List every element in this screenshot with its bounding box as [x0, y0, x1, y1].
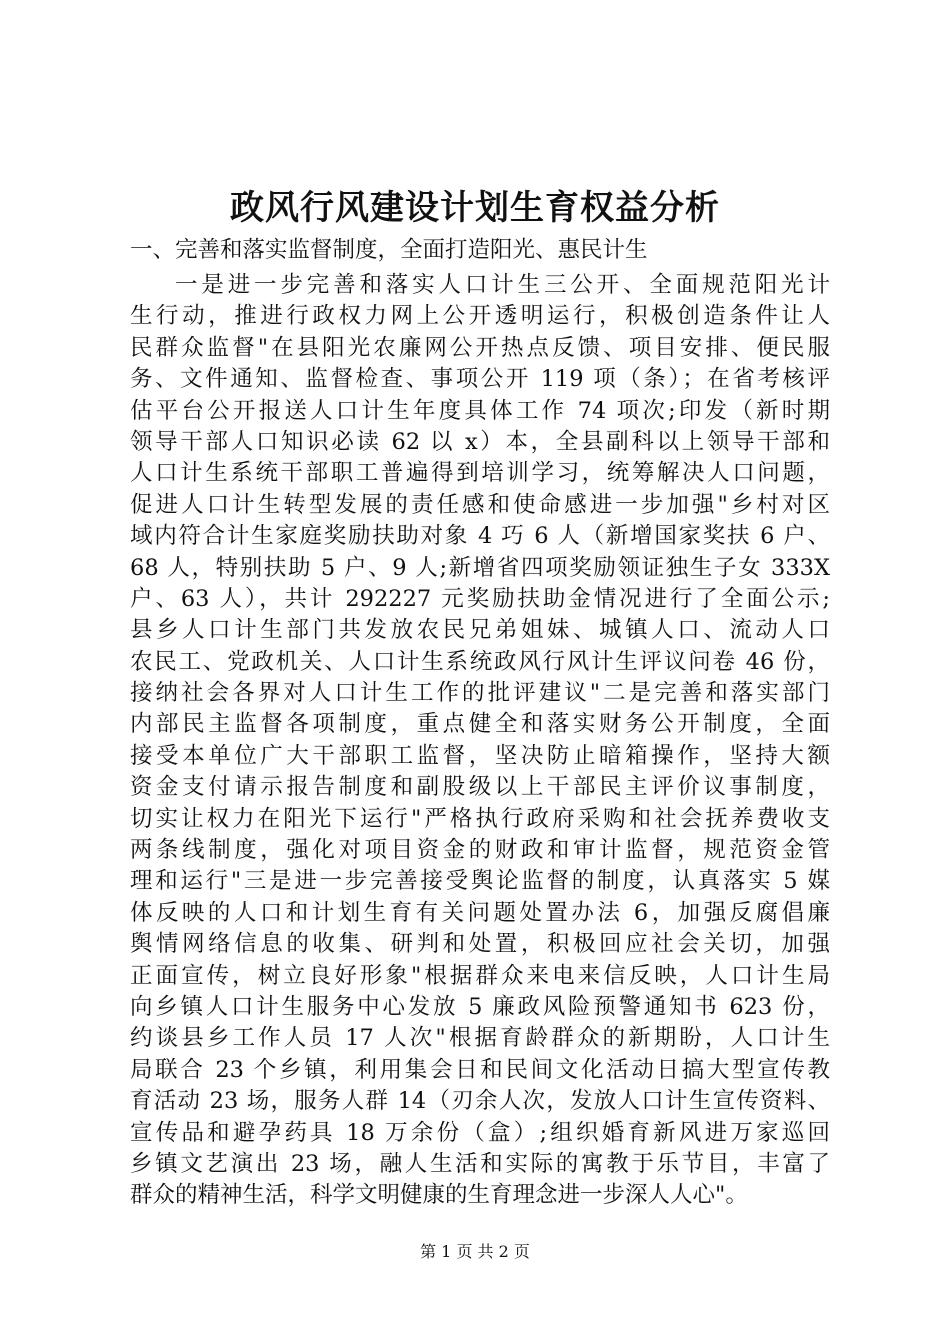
body-line: 局联合 23 个乡镇，利用集会日和民间文化活动日搞大型宣传教	[130, 1056, 830, 1083]
body-line: 民群众监督"在县阳光农廉网公开热点反馈、项目安排、便民服	[130, 334, 830, 361]
body-line: 估平台公开报送人口计生年度具体工作 74 项次;印发（新时期	[130, 397, 830, 424]
document-title: 政风行风建设计划生育权益分析	[230, 188, 720, 228]
body-line: 约谈县乡工作人员 17 人次"根据育龄群众的新期盼，人口计生	[130, 1025, 830, 1052]
body-line: 人口计生系统干部职工普遍得到培训学习，统筹解决人口问题，	[130, 460, 830, 487]
body-line: 群众的精神生活，科学文明健康的生育理念进一步深人人心"。	[130, 1182, 748, 1209]
body-line: 资金支付请示报告制度和副股级以上干部民主评价议事制度，	[130, 774, 830, 801]
body-line: 宣传品和避孕药具 18 万余份（盒）;组织婚育新风进万家巡回	[130, 1119, 830, 1146]
page-footer: 第 1 页 共 2 页	[420, 1242, 530, 1261]
body-line: 舆情网络信息的收集、研判和处置，积极回应社会关切，加强	[130, 931, 830, 958]
body-line: 内部民主监督各项制度，重点健全和落实财务公开制度，全面	[130, 711, 830, 738]
body-line: 一是进一步完善和落实人口计生三公开、全面规范阳光计	[175, 272, 830, 298]
body-line: 生行动，推进行政权力网上公开透明运行，积极创造条件让人	[130, 303, 830, 330]
body-line: 正面宣传，树立良好形象"根据群众来电来信反映，人口计生局	[130, 962, 830, 989]
body-line: 两条线制度，强化对项目资金的财政和审计监督，规范资金管	[130, 837, 830, 864]
body-line: 切实让权力在阳光下运行"严格执行政府采购和社会抚养费收支	[130, 805, 830, 832]
body-line: 育活动 23 场，服务人群 14（刃余人次，发放人口计生宣传资料、	[130, 1088, 830, 1115]
body-line: 域内符合计生家庭奖励扶助对象 4 巧 6 人（新增国家奖扶 6 户、	[130, 523, 830, 550]
body-line: 领导干部人口知识必读 62 以 x）本，全县副科以上领导干部和	[130, 428, 830, 455]
body-line: 务、文件通知、监督检查、事项公开 119 项（条）；在省考核评	[130, 366, 830, 393]
body-line: 体反映的人口和计划生育有关问题处置办法 6，加强反腐倡廉	[130, 899, 830, 926]
section-heading: 一、完善和落实监督制度，全面打造阳光、惠民计生	[130, 237, 648, 263]
body-line: 向乡镇人口计生服务中心发放 5 廉政风险预警通知书 623 份，	[130, 993, 830, 1020]
body-line: 接纳社会各界对人口计生工作的批评建议"二是完善和落实部门	[130, 680, 830, 707]
body-line: 理和运行"三是进一步完善接受舆论监督的制度，认真落实 5 媒	[130, 868, 830, 895]
body-line: 户、63 人），共计 292227 元奖励扶助金情况进行了全面公示;	[130, 585, 830, 612]
body-line: 促进人口计生转型发展的责任感和使命感进一步加强"乡村对区	[130, 491, 830, 518]
body-line: 接受本单位广大干部职工监督，坚决防止暗箱操作，坚持大额	[130, 742, 830, 769]
body-paragraph	[130, 270, 830, 1212]
body-line: 乡镇文艺演出 23 场，融人生活和实际的寓教于乐节目，丰富了	[130, 1150, 830, 1177]
body-line: 农民工、党政机关、人口计生系统政风行风计生评议问卷 46 份，	[130, 648, 830, 675]
body-line: 县乡人口计生部门共发放农民兄弟姐妹、城镇人口、流动人口	[130, 617, 830, 644]
body-line: 68 人，特别扶助 5 户、9 人;新增省四项奖励领证独生子女 333X	[130, 554, 830, 581]
